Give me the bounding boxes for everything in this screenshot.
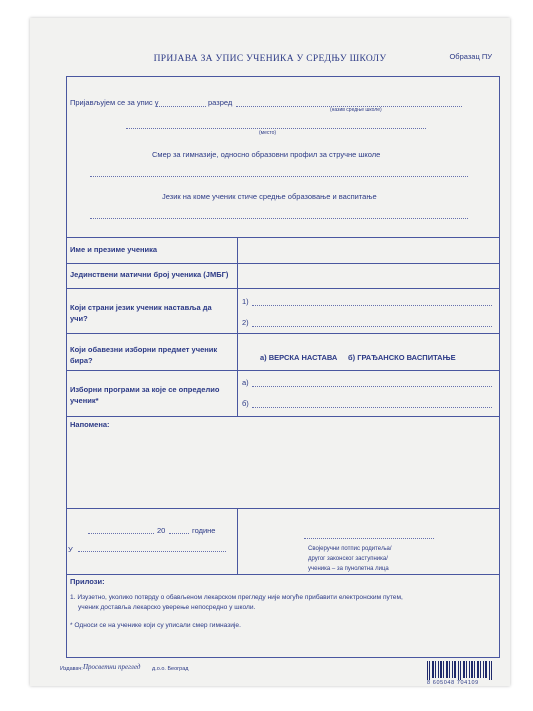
form-sheet (30, 18, 510, 686)
attachment-item-1-line-1: 1. Изузетно, уколико потврду о обављеном лекарском прегледу није могуће прибавити електронским путем, (70, 594, 403, 601)
year-suffix: године (192, 526, 216, 535)
student-name-field[interactable] (245, 254, 490, 255)
language-field[interactable] (90, 218, 468, 219)
school-name-hint: (назив средње школе) (330, 107, 382, 113)
language-label: Језик на коме ученик стиче средње образовање и васпитање (162, 192, 377, 201)
form-title: ПРИЈАВА ЗА УПИС УЧЕНИКА У СРЕДЊУ ШКОЛУ (153, 54, 387, 64)
table-rule (66, 370, 500, 371)
sign-line-3: ученика – за пунолетна лица (308, 566, 389, 572)
attachments-heading: Прилози: (70, 577, 105, 586)
enroll-prefix: Пријављујем се за упис у (70, 98, 159, 107)
table-rule (66, 333, 500, 334)
table-rule (66, 416, 500, 417)
publisher-label: Издавач: (60, 666, 83, 672)
grade-field[interactable] (156, 106, 206, 107)
place-prefix: У (68, 545, 73, 554)
table-rule (66, 237, 500, 238)
table-rule (66, 263, 500, 264)
signature-field[interactable] (304, 538, 434, 539)
sign-line-1: Својеручни потпис родитеља/ (308, 546, 392, 552)
programs-b: б) (242, 399, 249, 408)
form-frame (66, 76, 500, 658)
table-rule (66, 508, 500, 509)
jmbg-label: Јединствени матични број ученика (ЈМБГ) (70, 270, 229, 279)
foreign-lang-2: 2) (242, 318, 249, 327)
place-field[interactable] (126, 128, 426, 129)
foreign-lang-1: 1) (242, 297, 249, 306)
foreign-lang-1-field[interactable] (252, 305, 492, 306)
footnote: * Односи се на ученике који су уписали смер гимназије. (70, 622, 241, 629)
direction-label: Смер за гимназије, односно образовни профил за стручне школе (152, 150, 381, 159)
publisher-logo: Просветни преглед (83, 663, 141, 671)
place-hint: (место) (259, 130, 277, 136)
publisher-suffix: д.о.о. Београд (152, 666, 189, 672)
jmbg-field[interactable] (245, 280, 490, 281)
column-divider (237, 508, 238, 574)
table-rule (66, 574, 500, 575)
elective-label: Који обавезни изборни предмет ученик бира? (70, 345, 218, 365)
date-field[interactable] (88, 533, 154, 534)
foreign-lang-label: Који страни језик ученик наставља да учи? (70, 303, 212, 323)
enroll-grade: разред (208, 98, 233, 107)
programs-a: а) (242, 378, 249, 387)
programs-b-field[interactable] (252, 407, 492, 408)
year-field[interactable] (169, 533, 189, 534)
student-name-label: Име и презиме ученика (70, 245, 158, 254)
attachment-item-1-line-2: ученик доставља лекарско уверење непосредно у школи. (78, 604, 256, 611)
elective-option-b[interactable]: б) ГРАЂАНСКО ВАСПИТАЊЕ (348, 353, 456, 362)
foreign-lang-2-field[interactable] (252, 326, 492, 327)
barcode-number: 8 605048 704109 (427, 680, 479, 686)
year-prefix: 20 (157, 526, 166, 535)
note-label: Напомена: (70, 420, 110, 429)
table-rule (66, 288, 500, 289)
column-divider (237, 237, 238, 416)
direction-field[interactable] (90, 176, 468, 177)
programs-a-field[interactable] (252, 386, 492, 387)
programs-label: Изборни програми за које се определио ученик* (70, 385, 220, 405)
elective-option-a[interactable]: а) ВЕРСКА НАСТАВА (260, 353, 338, 362)
sign-line-2: другог законског заступника/ (308, 556, 388, 562)
form-code: Образац ПУ (449, 52, 492, 61)
signature-place-field[interactable] (78, 551, 226, 552)
